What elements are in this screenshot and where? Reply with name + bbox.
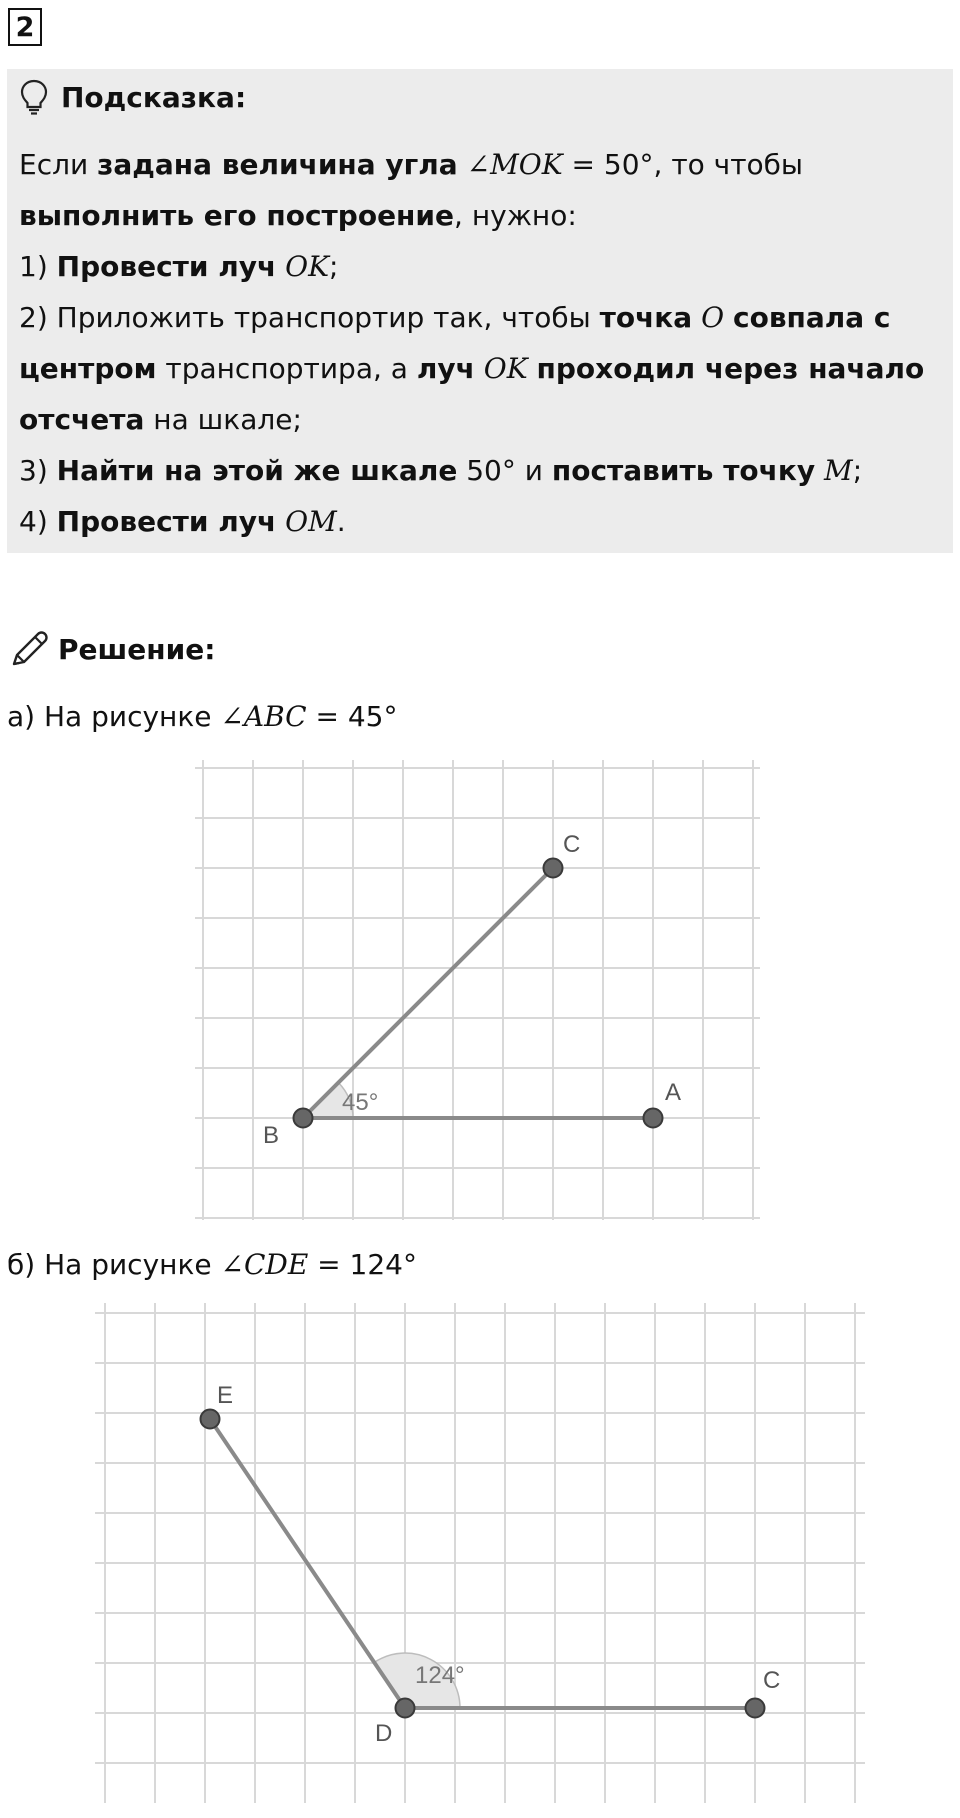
part-a-statement: а) На рисунке ∠ABC = 45° xyxy=(7,700,398,733)
hint-line-1: Если задана величина угла ∠MOK = 50°, то чтобы xyxy=(19,148,804,181)
label-a: A xyxy=(665,1079,682,1106)
point-e xyxy=(201,1410,220,1429)
lightbulb-icon xyxy=(19,78,49,116)
label-c: C xyxy=(563,831,581,858)
point-c2 xyxy=(746,1699,765,1718)
point-a xyxy=(644,1109,663,1128)
label-b: B xyxy=(263,1122,280,1149)
hint-step-2-end: отсчета на шкале; xyxy=(19,403,302,436)
figure-a xyxy=(195,760,760,1229)
label-e: E xyxy=(217,1382,234,1409)
hint-step-2: 2) Приложить транспортир так, чтобы точка O совпала с xyxy=(19,301,891,334)
hint-step-2-cont: центром транспортира, а луч OK проходил через начало xyxy=(19,352,925,385)
hint-line-2: выполнить его построение, нужно: xyxy=(19,199,577,232)
part-b-statement: б) На рисунке ∠CDE = 124° xyxy=(7,1248,417,1281)
label-c: C xyxy=(763,1667,781,1694)
hint-step-1: 1) Провести луч OK; xyxy=(19,250,339,283)
hint-box xyxy=(7,69,953,553)
pencil-icon xyxy=(8,628,50,670)
angle-label-abc: 45° xyxy=(342,1089,379,1116)
point-c xyxy=(544,859,563,878)
grid-a xyxy=(195,760,760,1220)
label-d: D xyxy=(375,1720,393,1747)
point-b xyxy=(294,1109,313,1128)
figure-b xyxy=(95,1303,865,1807)
hint-title: Подсказка: xyxy=(61,80,247,114)
hint-header xyxy=(19,77,246,117)
angle-label-cde: 124° xyxy=(415,1662,465,1689)
solution-header xyxy=(8,627,215,671)
point-d xyxy=(396,1699,415,1718)
hint-step-4: 4) Провести луч OM. xyxy=(19,505,346,538)
solution-title: Решение: xyxy=(58,632,216,666)
angle-mok: ∠MOK xyxy=(466,148,563,181)
ray-bc xyxy=(303,868,553,1118)
grid-b xyxy=(95,1303,865,1803)
task-number: 2 xyxy=(8,8,42,46)
hint-step-3: 3) Найти на этой же шкале 50° и поставить точку M; xyxy=(19,454,863,487)
